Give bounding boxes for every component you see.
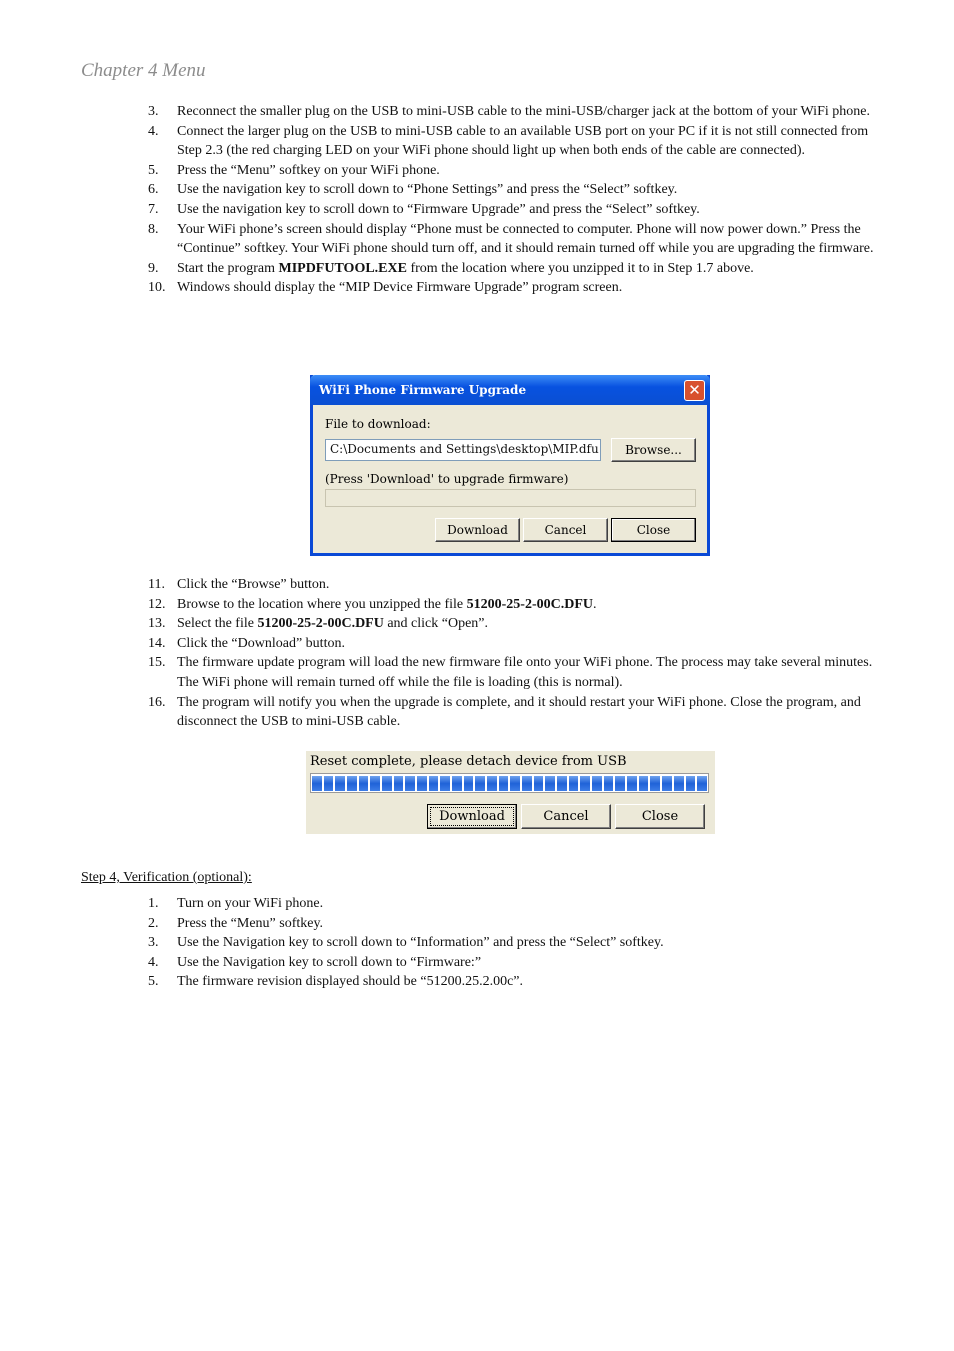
step-text: Press the “Menu” softkey on your WiFi phone.: [177, 162, 440, 178]
step-number: 7.: [148, 201, 159, 217]
step-number: 4.: [148, 123, 159, 139]
step-item: [0, 575, 954, 595]
cancel-button[interactable]: Cancel: [523, 518, 608, 542]
step-item: [0, 161, 954, 181]
progress-segment: [534, 776, 544, 791]
progress-bar: [325, 489, 696, 507]
step-number: 3.: [148, 104, 159, 119]
step-number: 3.: [148, 935, 159, 951]
progress-segment: [499, 776, 509, 791]
progress-segment: [674, 776, 684, 791]
progress-segment: [697, 776, 707, 791]
progress-segment: [650, 776, 660, 791]
progress-segment: [324, 776, 334, 791]
progress-segment: [580, 776, 590, 791]
step-text-post: and click “Open”.: [383, 616, 489, 632]
step-text: The firmware update program will load the new firmware file onto your WiFi phone. The process may take several minutes. The WiFi phone will remain turned off while the file is loading (this is normal).: [177, 655, 873, 690]
step-number: 1.: [148, 896, 159, 911]
progress-segment: [662, 776, 672, 791]
progress-segment: [627, 776, 637, 791]
step-number: 2.: [148, 915, 159, 931]
steps-list-c: [0, 894, 954, 992]
progress-segment: [370, 776, 380, 791]
progress-segment: [615, 776, 625, 791]
step-number: 11.: [148, 577, 165, 592]
step-number: 16.: [148, 694, 166, 710]
step-text: The firmware revision displayed should be “51200.25.2.00c”.: [177, 974, 524, 990]
progress-segment: [312, 776, 322, 791]
program-name: MIPDFUTOOL.EXE: [278, 260, 407, 276]
step-number: 4.: [148, 954, 159, 970]
progress-segment: [557, 776, 567, 791]
progress-segment: [359, 776, 369, 791]
progress-segment: [522, 776, 532, 791]
progress-segment: [475, 776, 485, 791]
progress-segment: [510, 776, 520, 791]
progress-segment: [569, 776, 579, 791]
progress-segment: [487, 776, 497, 791]
step-number: 13.: [148, 616, 166, 632]
step-text: Press the “Menu” softkey.: [177, 915, 324, 931]
reset-complete-message: Reset complete, please detach device from USB: [310, 754, 627, 769]
progress-segment: [604, 776, 614, 791]
progress-segment: [686, 776, 696, 791]
upgrade-complete-panel: [306, 751, 715, 834]
step-text: Use the Navigation key to scroll down to “Firmware:”: [177, 954, 482, 970]
step-item: [0, 122, 954, 161]
step-number: 10.: [148, 280, 166, 296]
progress-segment: [545, 776, 555, 791]
progress-segment: [382, 776, 392, 791]
step-text: Connect the larger plug on the USB to mini-USB cable to an available USB port on your PC if it is not still connected from Step 2.3 (the red charging LED on your WiFi phone should light up when both ends of the cable are connected).: [177, 123, 869, 159]
step-text-post: from the location where you unzipped it to in Step 1.7 above.: [406, 260, 754, 276]
verification-heading: Step 4, Verification (optional):: [81, 870, 252, 885]
step-text: Turn on your WiFi phone.: [177, 896, 324, 911]
step-text-pre: Start the program: [177, 260, 279, 276]
step-item: [0, 220, 954, 259]
step-text: Reconnect the smaller plug on the USB to mini-USB cable to the mini-USB/charger jack at the bottom of your WiFi phone.: [177, 104, 870, 119]
step-text: Use the navigation key to scroll down to “Phone Settings” and press the “Select” softkey.: [177, 182, 678, 198]
progress-segment: [347, 776, 357, 791]
progress-bar-complete: [310, 773, 709, 793]
progress-segment: [639, 776, 649, 791]
dialog-titlebar[interactable]: [310, 375, 710, 405]
step-text-pre: Browse to the location where you unzipped the file: [177, 596, 467, 612]
step-number: 5.: [148, 974, 159, 990]
progress-segment: [452, 776, 462, 791]
step-text: Windows should display the “MIP Device Firmware Upgrade” program screen.: [177, 280, 623, 296]
download-button[interactable]: Download: [427, 804, 517, 829]
step-item: [0, 693, 954, 732]
file-name: 51200-25-2-00C.DFU: [257, 616, 384, 632]
step-number: 12.: [148, 596, 166, 612]
chapter-header: Chapter 4 Menu: [81, 60, 206, 81]
step-text: Use the Navigation key to scroll down to “Information” and press the “Select” softkey.: [177, 935, 664, 951]
step-item: [0, 278, 954, 298]
close-icon[interactable]: ✕: [684, 380, 705, 401]
step-number: 8.: [148, 221, 159, 237]
step-number: 15.: [148, 655, 166, 671]
step-text: Click the “Download” button.: [177, 635, 345, 651]
step-item: [0, 259, 954, 279]
step-number: 9.: [148, 260, 159, 276]
progress-segment: [429, 776, 439, 791]
step-text-post: .: [593, 596, 597, 612]
progress-segment: [394, 776, 404, 791]
step-item: [0, 200, 954, 220]
step-item: [0, 933, 954, 953]
step-item: [0, 953, 954, 973]
step-item: [0, 914, 954, 934]
download-button[interactable]: Download: [435, 518, 520, 542]
progress-segment: [592, 776, 602, 791]
step-text: Use the navigation key to scroll down to “Firmware Upgrade” and press the “Select” softkey.: [177, 201, 700, 217]
step-text: The program will notify you when the upgrade is complete, and it should restart your WiFi phone. Close the program, and disconnect the USB to mini-USB cable.: [177, 694, 861, 730]
steps-list-b: [0, 575, 954, 732]
step-item: [0, 180, 954, 200]
step-number: 6.: [148, 182, 159, 198]
steps-list-a: [0, 102, 954, 298]
progress-segment: [405, 776, 415, 791]
step-item: [0, 972, 954, 992]
cancel-button[interactable]: Cancel: [521, 804, 611, 829]
close-button[interactable]: Close: [615, 804, 705, 829]
step-item: [0, 102, 954, 122]
step-item: [0, 894, 954, 914]
step-number: 14.: [148, 635, 166, 651]
step-text: Click the “Browse” button.: [177, 577, 330, 592]
progress-segment: [464, 776, 474, 791]
step-text-pre: Select the file: [177, 616, 258, 632]
browse-button[interactable]: Browse...: [611, 438, 696, 462]
step-item: [0, 634, 954, 654]
progress-segment: [440, 776, 450, 791]
step-number: 5.: [148, 162, 159, 178]
close-button[interactable]: Close: [611, 518, 696, 542]
file-path-input[interactable]: C:\Documents and Settings\desktop\MIP.dfu: [325, 439, 601, 461]
dialog-title: WiFi Phone Firmware Upgrade: [319, 383, 527, 397]
firmware-upgrade-dialog: [310, 375, 710, 556]
step-item: [0, 653, 954, 692]
step-item: [0, 595, 954, 615]
file-name: 51200-25-2-00C.DFU: [466, 596, 594, 612]
step-text: Your WiFi phone’s screen should display “Phone must be connected to computer. Phone will now power down.” Press the “Continue” softkey. Your WiFi phone should turn off, and it should remain turned off while you are upgrading the firmware.: [177, 221, 874, 257]
step-item: [0, 614, 954, 634]
progress-segment: [335, 776, 345, 791]
status-text: (Press 'Download' to upgrade firmware): [325, 472, 569, 486]
file-label: File to download:: [325, 417, 431, 431]
progress-segment: [417, 776, 427, 791]
